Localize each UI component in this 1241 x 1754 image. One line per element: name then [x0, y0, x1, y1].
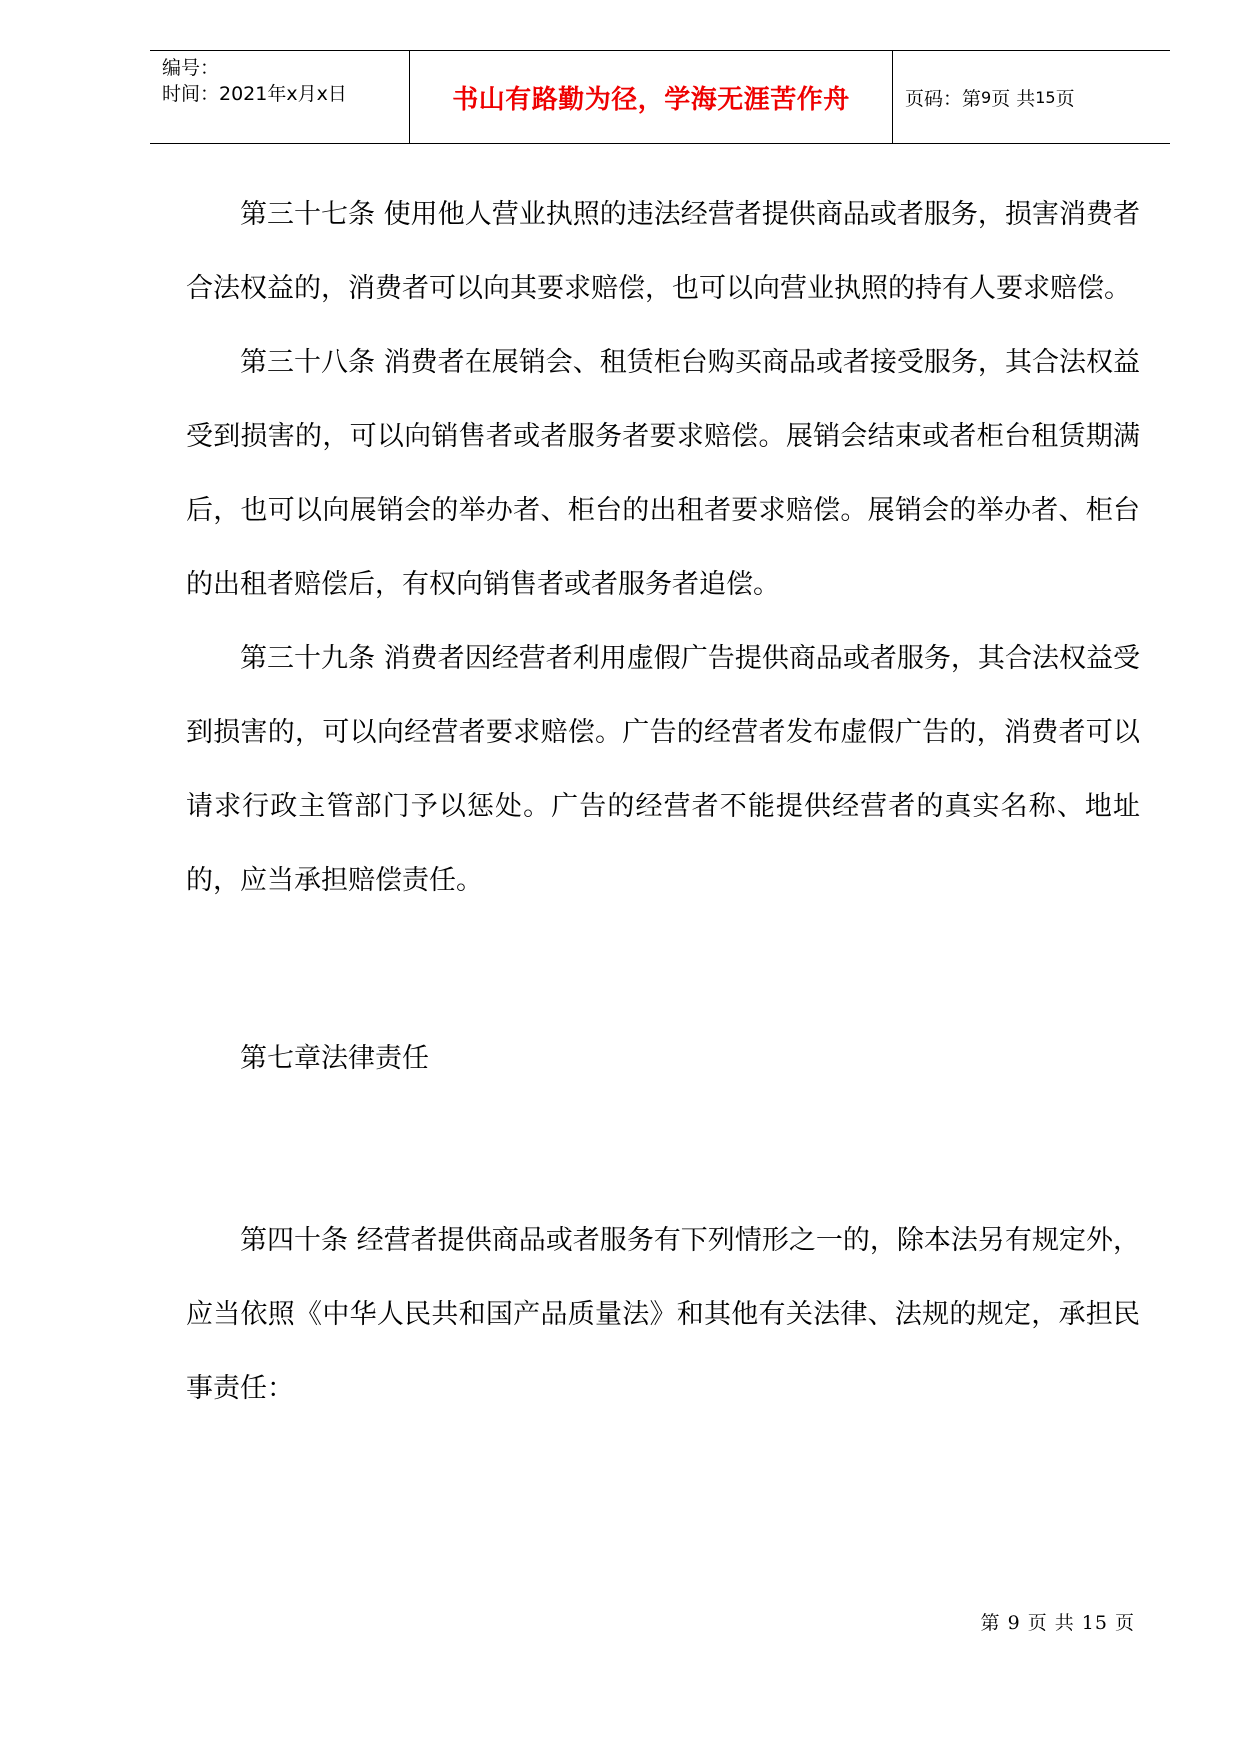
header-motto-cell [410, 51, 893, 143]
header-page-cell [893, 51, 1170, 143]
header-info-cell [150, 51, 410, 143]
page-prefix: 页码：第 [905, 87, 982, 110]
article-38-paragraph: 第三十八条 消费者在展销会、租赁柜台购买商品或者接受服务，其合法权益受到损害的，可以向销售者或者服务者要求赔偿。展销会结束或者柜台租赁期满后，也可以向展销会的举办者、柜台的出租者要求赔偿。展销会的举办者、柜台的出租者赔偿后，有权向销售者或者服务者追偿。 [186, 347, 1140, 600]
document-body [186, 178, 1140, 1426]
page-suffix: 页 [1055, 87, 1075, 110]
page-total-number: 15 [1035, 87, 1056, 107]
article-39-paragraph: 第三十九条 消费者因经营者利用虚假广告提供商品或者服务，其合法权益受到损害的，可以向经营者要求赔偿。广告的经营者发布虚假广告的，消费者可以请求行政主管部门予以惩处。广告的经营者不能提供经营者的真实名称、地址的，应当承担赔偿责任。 [186, 643, 1140, 896]
article-40-paragraph: 第四十条 经营者提供商品或者服务有下列情形之一的，除本法另有规定外，应当依照《中华人民共和国产品质量法》和其他有关法律、法规的规定，承担民事责任： [186, 1225, 1140, 1404]
page-current-number: 9 [981, 87, 992, 107]
page-footer [981, 1608, 1135, 1635]
chapter-7-heading: 第七章法律责任 [240, 1043, 429, 1074]
document-number-label: 编号： [162, 57, 220, 79]
blank-space [186, 1096, 1140, 1204]
footer-page-number: 第 9 页 共 15 页 [980, 1612, 1135, 1634]
page-mid-text: 页 共 [991, 87, 1036, 110]
document-time-label: 时间：2021年x月x日 [162, 83, 347, 105]
article-37-paragraph: 第三十七条 使用他人营业执照的违法经营者提供商品或者服务，损害消费者合法权益的，消费者可以向其要求赔偿，也可以向营业执照的持有人要求赔偿。 [186, 199, 1140, 304]
blank-space [186, 918, 1140, 1022]
header-motto: 书山有路勤为径，学海无涯苦作舟 [452, 84, 850, 115]
page-header [150, 50, 1170, 144]
